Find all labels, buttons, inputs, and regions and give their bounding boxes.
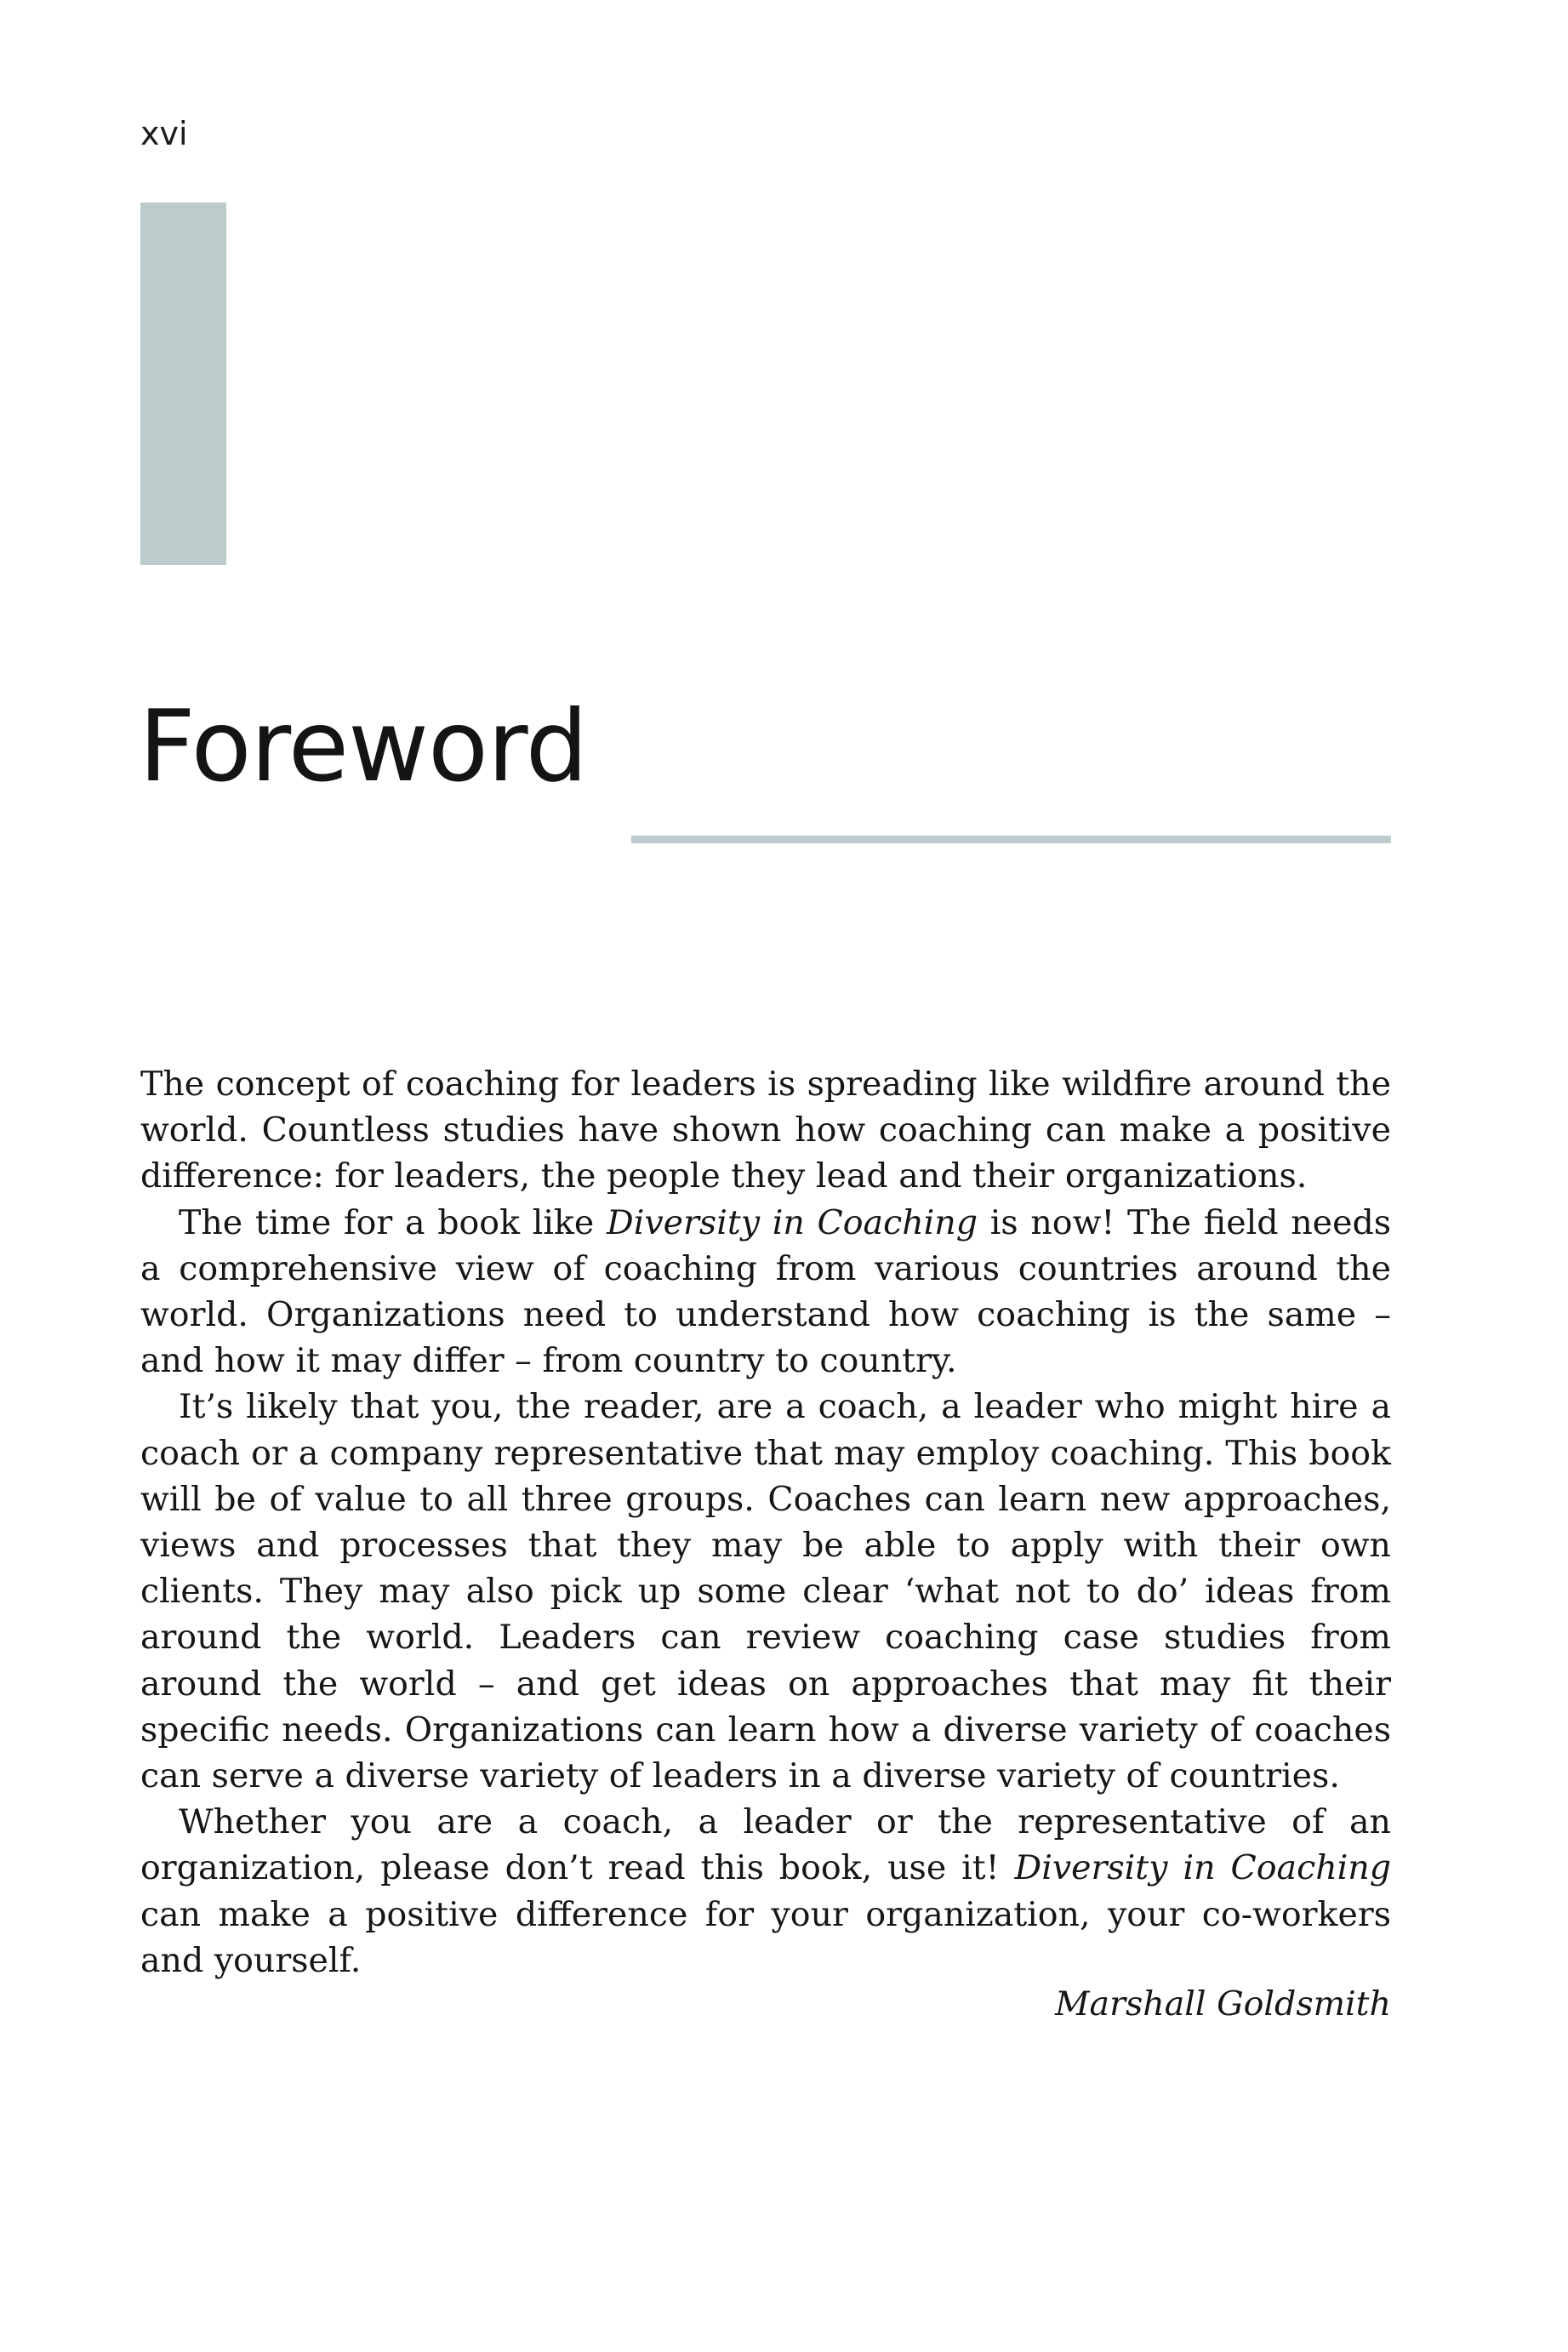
book-title: Diversity in Coaching <box>607 1202 978 1242</box>
chapter-side-bar <box>140 203 226 565</box>
paragraph-1-text: The concept of coaching for leaders is spreading like wildfire around the world. Countless studies have shown how coaching can make a positive difference: for leaders, the people they lead and their organizations. <box>140 1065 1391 1196</box>
book-title: Diversity in Coaching <box>1014 1848 1391 1888</box>
paragraph-4-text-a: Whether you are a coach, a leader or the representative of an organization, please don’t read this book, use it! <box>140 1802 1391 1888</box>
paragraph-2-text-b: is now! The field needs a comprehensive view of coaching from various countries around the world. Organizations need to understand how coaching is the same – and how it may differ – from country to country. <box>140 1202 1391 1381</box>
page-number: xvi <box>140 115 188 152</box>
paragraph-3-text: It’s likely that you, the reader, are a coach, a leader who might hire a coach or a company representative that may employ coaching. This book will be of value to all three groups. Coaches can learn new approaches, views and processes that they may be able to apply with their own clients. They may also pick up some clear ‘what not to do’ ideas from around the world. Leaders can review coaching case studies from around the world – and get ideas on approaches that may fit their specific needs. Organizations can learn how a diverse variety of coaches can serve a diverse variety of leaders in a diverse variety of countries. <box>140 1387 1391 1796</box>
chapter-title: Foreword <box>139 689 588 804</box>
paragraph-4 <box>140 1799 1391 1984</box>
foreword-body <box>140 1061 1391 1984</box>
paragraph-2-text-a: The time for a book like <box>179 1202 607 1242</box>
author-signature: Marshall Goldsmith <box>1055 1984 1391 2024</box>
title-underline-rule <box>631 836 1391 843</box>
paragraph-2 <box>140 1200 1391 1384</box>
paragraph-1 <box>140 1061 1391 1200</box>
paragraph-3 <box>140 1384 1391 1799</box>
paragraph-4-text-b: can make a positive difference for your organization, your co-workers and yourself. <box>140 1894 1391 1980</box>
